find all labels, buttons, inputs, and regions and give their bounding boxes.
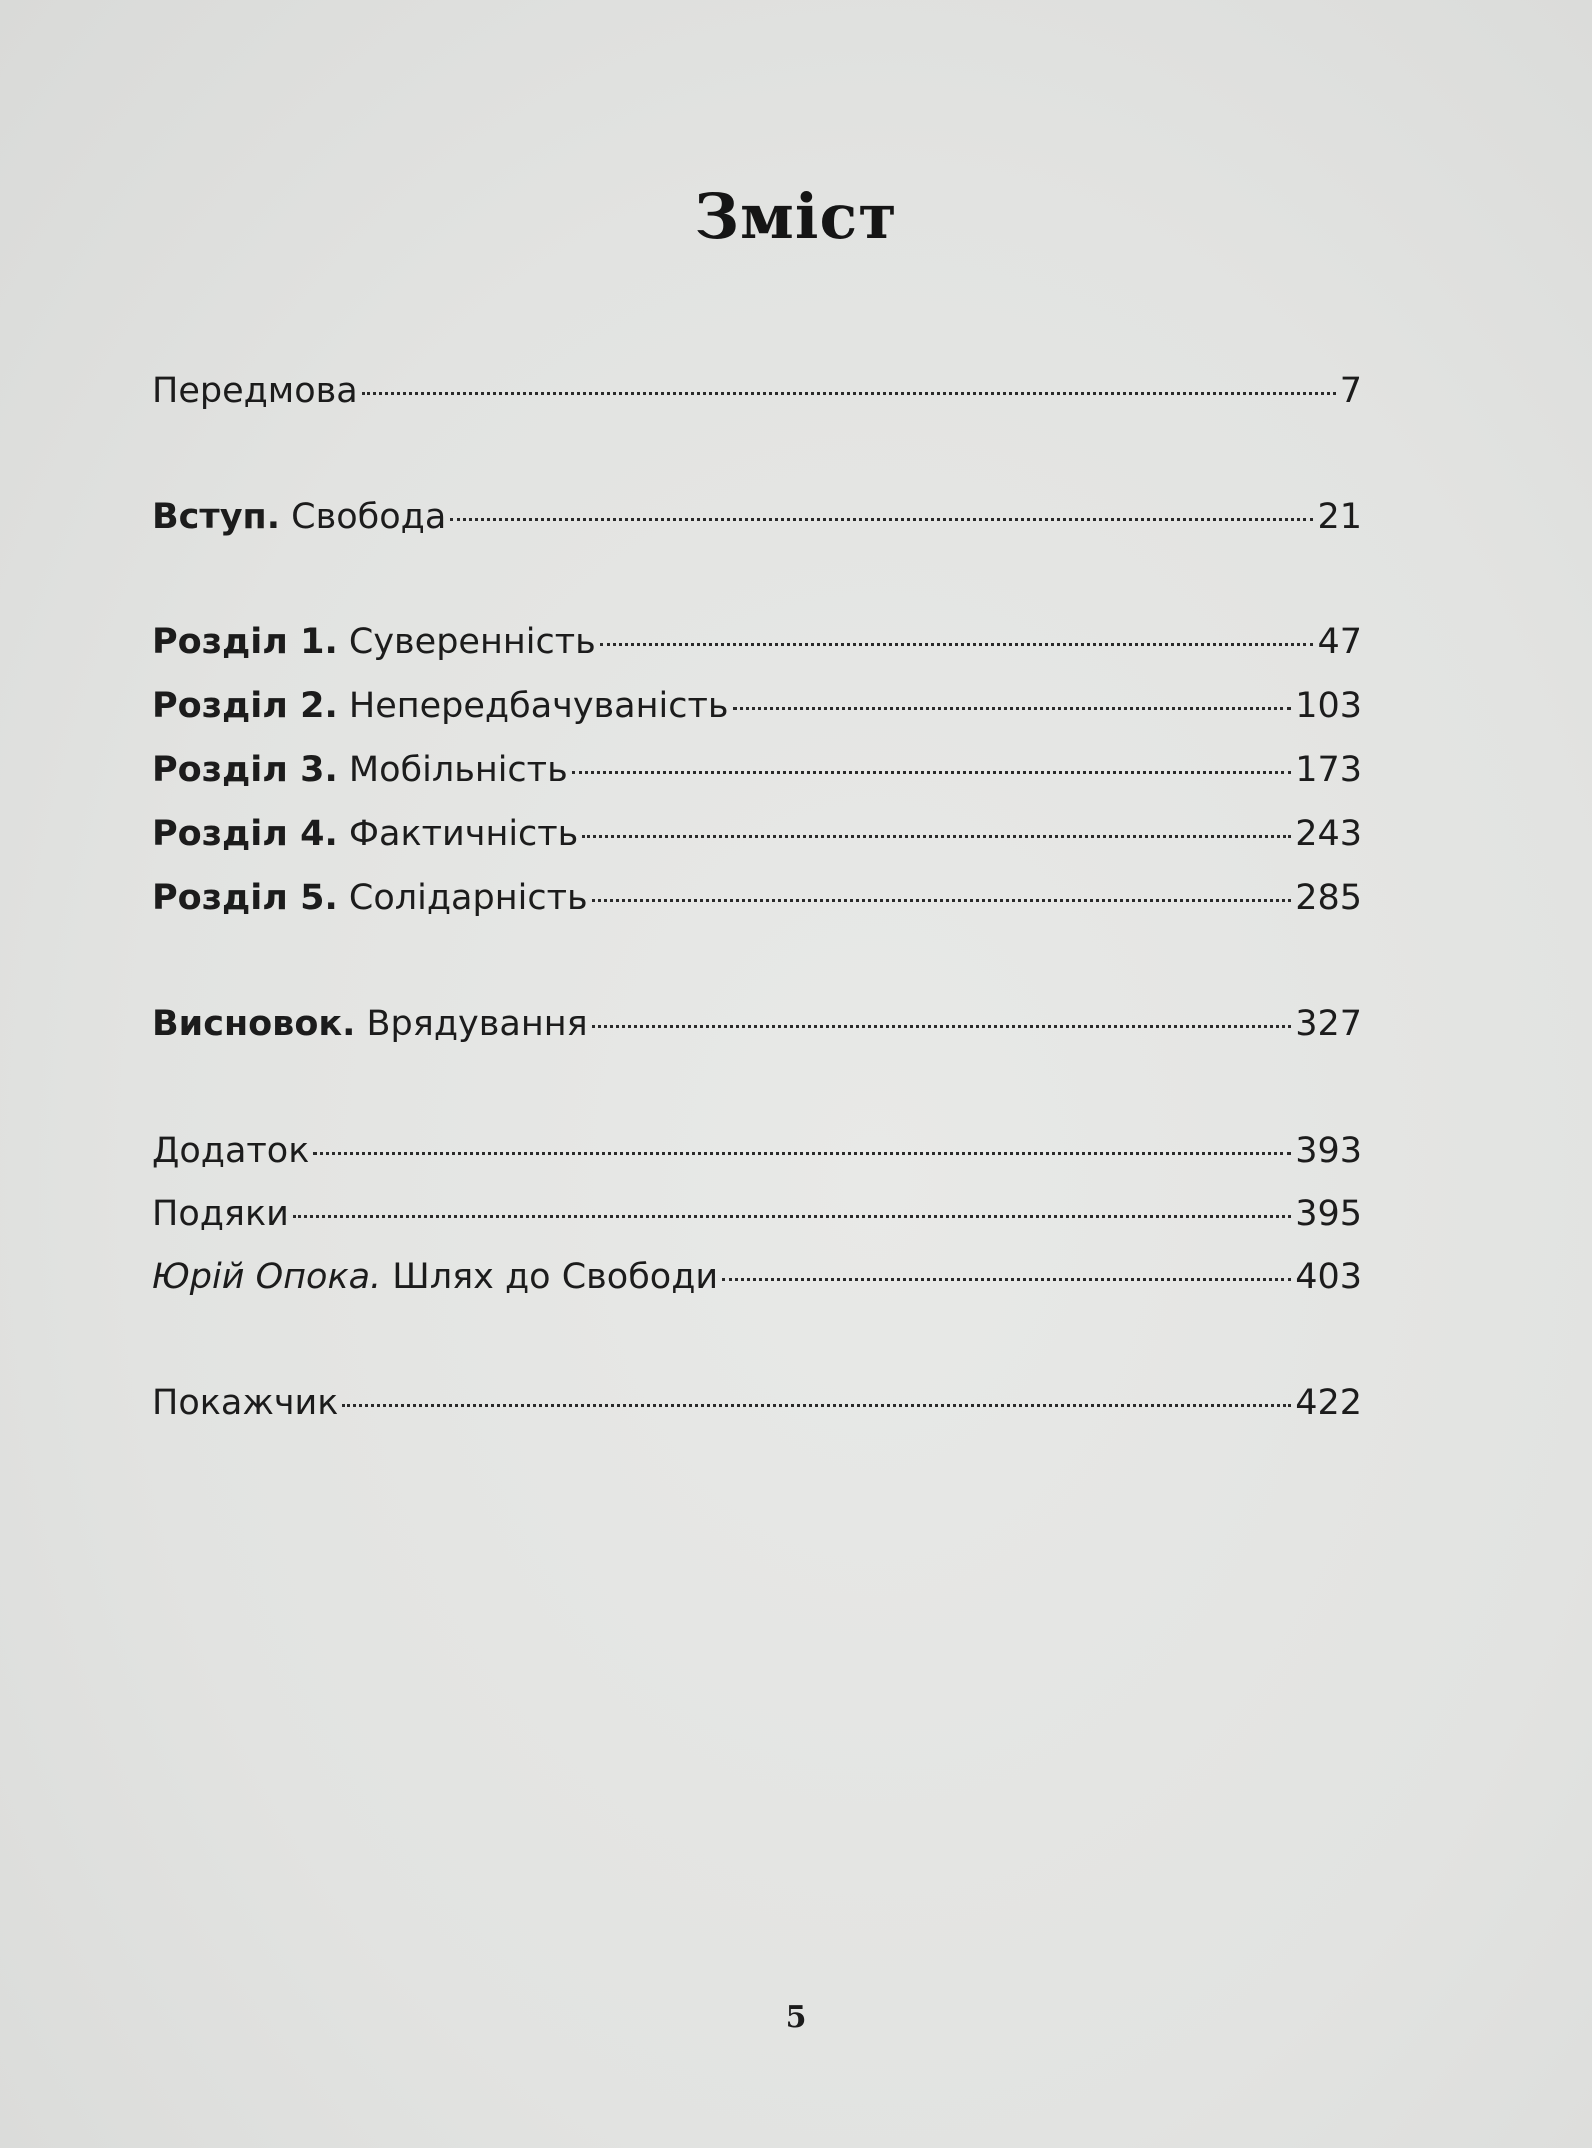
toc-entry-title: Непередбачуваність	[337, 686, 729, 726]
toc-entry-afterword	[152, 1253, 1362, 1301]
toc-entry-conclusion	[152, 1000, 1362, 1048]
toc-page-number: 21	[1317, 497, 1362, 537]
dot-leader	[313, 1152, 1291, 1155]
dot-leader	[592, 1025, 1292, 1028]
toc-page-number: 47	[1317, 622, 1362, 662]
page-title: Зміст	[694, 180, 898, 253]
toc-entry-title: Солідарність	[337, 878, 588, 918]
toc-entry-prefix: Вступ.	[152, 497, 281, 537]
dot-leader	[600, 643, 1314, 646]
toc-entry-title: Подяки	[152, 1194, 289, 1234]
toc-page-number: 422	[1295, 1383, 1362, 1423]
toc-entry-title: Покажчик	[152, 1383, 339, 1423]
dot-leader	[733, 707, 1292, 710]
toc-entry-introduction	[152, 493, 1362, 541]
toc-entry-title: Фактичність	[337, 814, 579, 854]
toc-page-number: 285	[1295, 878, 1362, 918]
page-number: 5	[785, 2000, 807, 2035]
toc-entry-prefix: Розділ 3.	[152, 750, 338, 790]
dot-leader	[362, 392, 1336, 395]
dot-leader	[572, 771, 1291, 774]
dot-leader	[722, 1278, 1291, 1281]
toc-entry-title: Шлях до Свободи	[381, 1257, 719, 1297]
toc-page-number: 327	[1295, 1004, 1362, 1044]
toc-entry-prefix: Розділ 1.	[152, 622, 338, 662]
toc-entry-title: Передмова	[152, 371, 358, 411]
toc-entry-chapter-4	[152, 810, 1362, 858]
dot-leader	[293, 1215, 1291, 1218]
toc-page-number: 243	[1295, 814, 1362, 854]
toc-entry-prefix: Розділ 4.	[152, 814, 338, 854]
toc-page-number: 103	[1295, 686, 1362, 726]
toc-entry-title: Врядування	[355, 1004, 588, 1044]
toc-entry-prefix: Розділ 2.	[152, 686, 338, 726]
toc-entry-author: Юрій Опока.	[152, 1257, 382, 1297]
toc-entry-appendix	[152, 1127, 1362, 1175]
toc-page-number: 393	[1295, 1131, 1362, 1171]
toc-entry-title: Додаток	[152, 1131, 310, 1171]
toc-entry-chapter-3	[152, 746, 1362, 794]
toc-entry-title: Мобільність	[337, 750, 568, 790]
toc-entry-chapter-1	[152, 618, 1362, 666]
toc-entry-title: Суверенність	[337, 622, 596, 662]
toc-page-number: 395	[1295, 1194, 1362, 1234]
toc-entry-foreword	[152, 367, 1362, 415]
toc-entry-index	[152, 1379, 1362, 1427]
toc-entry-chapter-2	[152, 682, 1362, 730]
toc-page-number: 7	[1339, 371, 1362, 411]
toc-entry-prefix: Розділ 5.	[152, 878, 338, 918]
dot-leader	[592, 899, 1292, 902]
toc-page-number: 403	[1295, 1257, 1362, 1297]
toc-page-number: 173	[1295, 750, 1362, 790]
dot-leader	[582, 835, 1291, 838]
dot-leader	[450, 518, 1313, 521]
dot-leader	[342, 1404, 1291, 1407]
toc-entry-chapter-5	[152, 874, 1362, 922]
toc-entry-title: Свобода	[280, 497, 447, 537]
toc-entry-prefix: Висновок.	[152, 1004, 356, 1044]
toc-entry-acknowledgements	[152, 1190, 1362, 1238]
